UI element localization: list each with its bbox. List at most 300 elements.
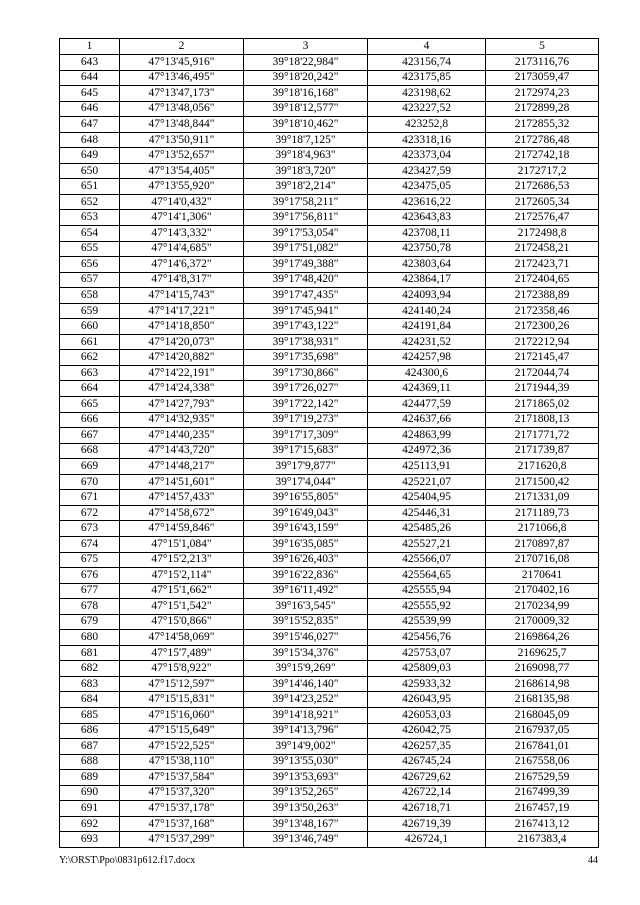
table-cell: 424191,84 [368,319,486,335]
table-cell: 47°15'1,084" [120,536,244,552]
table-cell: 683 [60,676,120,692]
table-cell: 47°14'48,217" [120,459,244,475]
table-cell: 681 [60,645,120,661]
table-cell: 651 [60,179,120,195]
table-row [60,397,599,413]
table-cell: 47°15'1,542" [120,599,244,615]
table-cell: 424477,59 [368,397,486,413]
table-cell: 47°15'37,320" [120,785,244,801]
table-cell: 666 [60,412,120,428]
table-cell: 47°14'15,743" [120,288,244,304]
table-row [60,163,599,179]
table-cell: 39°17'19,273" [244,412,368,428]
table-cell: 652 [60,194,120,210]
table-row [60,754,599,770]
table-cell: 39°16'35,085" [244,536,368,552]
table-cell: 2167841,01 [486,739,599,755]
table-row [60,583,599,599]
table-cell: 423318,16 [368,132,486,148]
table-row [60,816,599,832]
table-cell: 39°15'52,835" [244,614,368,630]
table-cell: 423427,59 [368,163,486,179]
table-cell: 425113,91 [368,459,486,475]
table-row [60,117,599,133]
table-cell: 644 [60,70,120,86]
table-cell: 47°15'2,114" [120,568,244,584]
table-cell: 39°17'51,082" [244,241,368,257]
table-cell: 423373,04 [368,148,486,164]
table-cell: 424300,6 [368,365,486,381]
table-cell: 39°18'2,214" [244,179,368,195]
table-cell: 47°13'45,916" [120,55,244,71]
table-row [60,474,599,490]
table-row [60,288,599,304]
table-cell: 47°15'8,922" [120,661,244,677]
table-cell: 426722,14 [368,785,486,801]
table-cell: 2173116,76 [486,55,599,71]
table-cell: 39°17'9,877" [244,459,368,475]
table-row [60,505,599,521]
table-cell: 39°18'10,462" [244,117,368,133]
table-cell: 47°14'8,317" [120,272,244,288]
table-cell: 423708,11 [368,226,486,242]
table-cell: 39°17'53,054" [244,226,368,242]
table-cell: 649 [60,148,120,164]
table-cell: 692 [60,816,120,832]
table-cell: 425933,32 [368,676,486,692]
table-cell: 659 [60,303,120,319]
table-row [60,350,599,366]
table-cell: 39°16'26,403" [244,552,368,568]
table-cell: 47°13'52,657" [120,148,244,164]
footer-file-path: Y:\ORST\Ppo\0831p612.f17.docx [59,855,196,866]
table-cell: 687 [60,739,120,755]
table-cell: 423198,62 [368,86,486,102]
table-cell: 662 [60,350,120,366]
table-cell: 426042,75 [368,723,486,739]
table-cell: 424369,11 [368,381,486,397]
table-cell: 425539,99 [368,614,486,630]
table-cell: 2170897,87 [486,536,599,552]
table-cell: 39°18'3,720" [244,163,368,179]
table-cell: 678 [60,599,120,615]
table-cell: 39°17'30,866" [244,365,368,381]
table-cell: 2167457,19 [486,801,599,817]
coordinates-table [59,38,599,848]
table-cell: 2172358,46 [486,303,599,319]
table-cell: 661 [60,334,120,350]
table-cell: 39°17'22,142" [244,397,368,413]
table-cell: 39°14'46,140" [244,676,368,692]
table-cell: 665 [60,397,120,413]
table-cell: 2170234,99 [486,599,599,615]
table-cell: 648 [60,132,120,148]
table-cell: 2170716,08 [486,552,599,568]
table-cell: 674 [60,536,120,552]
table-cell: 47°14'58,672" [120,505,244,521]
table-cell: 423803,64 [368,257,486,273]
table-cell: 2169864,26 [486,630,599,646]
table-row [60,832,599,848]
column-header-5: 5 [486,39,599,55]
table-cell: 47°13'55,920" [120,179,244,195]
table-cell: 39°17'26,027" [244,381,368,397]
table-cell: 425566,07 [368,552,486,568]
table-header-row [60,39,599,55]
table-cell: 2172855,32 [486,117,599,133]
table-row [60,552,599,568]
table-cell: 2171331,09 [486,490,599,506]
table-cell: 2169625,7 [486,645,599,661]
table-row [60,412,599,428]
table-cell: 650 [60,163,120,179]
table-cell: 2170009,32 [486,614,599,630]
table-cell: 425404,95 [368,490,486,506]
table-cell: 47°15'37,299" [120,832,244,848]
table-cell: 424231,52 [368,334,486,350]
table-body [60,55,599,848]
table-cell: 426724,1 [368,832,486,848]
table-row [60,707,599,723]
table-row [60,148,599,164]
table-cell: 2172742,18 [486,148,599,164]
table-cell: 426053,03 [368,707,486,723]
table-cell: 424257,98 [368,350,486,366]
table-cell: 47°13'48,056" [120,101,244,117]
table-row [60,86,599,102]
table-cell: 2170641 [486,568,599,584]
table-cell: 2172899,28 [486,101,599,117]
table-cell: 684 [60,692,120,708]
table-cell: 39°13'52,265" [244,785,368,801]
table-cell: 47°15'0,866" [120,614,244,630]
table-cell: 426719,39 [368,816,486,832]
table-cell: 47°15'15,649" [120,723,244,739]
table-row [60,630,599,646]
table-row [60,568,599,584]
table-cell: 2167383,4 [486,832,599,848]
table-cell: 2172717,2 [486,163,599,179]
table-cell: 39°18'12,577" [244,101,368,117]
table-row [60,303,599,319]
table-row [60,614,599,630]
table-cell: 39°17'4,044" [244,474,368,490]
table-cell: 2172498,8 [486,226,599,242]
table-cell: 47°13'46,495" [120,70,244,86]
table-cell: 425809,03 [368,661,486,677]
table-cell: 2171739,87 [486,443,599,459]
table-cell: 2171865,02 [486,397,599,413]
table-cell: 2168614,98 [486,676,599,692]
table-cell: 47°15'15,831" [120,692,244,708]
table-cell: 47°14'57,433" [120,490,244,506]
table-cell: 664 [60,381,120,397]
table-cell: 675 [60,552,120,568]
table-cell: 423750,78 [368,241,486,257]
table-cell: 677 [60,583,120,599]
table-cell: 39°13'55,030" [244,754,368,770]
table-row [60,770,599,786]
table-cell: 646 [60,101,120,117]
table-cell: 654 [60,226,120,242]
table-cell: 426043,95 [368,692,486,708]
table-row [60,179,599,195]
column-header-1: 1 [60,39,120,55]
table-row [60,676,599,692]
table-cell: 426718,71 [368,801,486,817]
table-cell: 47°14'1,306" [120,210,244,226]
table-cell: 2167499,39 [486,785,599,801]
table-row [60,194,599,210]
table-cell: 39°18'22,984" [244,55,368,71]
table-cell: 424637,66 [368,412,486,428]
table-row [60,428,599,444]
table-cell: 2171771,72 [486,428,599,444]
table-row [60,226,599,242]
table-cell: 39°16'11,492" [244,583,368,599]
table-row [60,70,599,86]
table-cell: 667 [60,428,120,444]
table-cell: 2172458,21 [486,241,599,257]
table-cell: 423616,22 [368,194,486,210]
table-cell: 39°18'4,963" [244,148,368,164]
table-cell: 676 [60,568,120,584]
table-cell: 2172576,47 [486,210,599,226]
table-cell: 39°17'35,698" [244,350,368,366]
table-cell: 425485,26 [368,521,486,537]
table-cell: 47°14'3,332" [120,226,244,242]
table-cell: 47°15'7,489" [120,645,244,661]
table-row [60,334,599,350]
table-cell: 671 [60,490,120,506]
footer-page-number: 44 [588,855,598,866]
table-cell: 689 [60,770,120,786]
table-cell: 47°14'20,073" [120,334,244,350]
table-cell: 47°13'50,911" [120,132,244,148]
table-cell: 423643,83 [368,210,486,226]
table-cell: 47°14'32,935" [120,412,244,428]
table-cell: 656 [60,257,120,273]
table-cell: 47°14'40,235" [120,428,244,444]
table-cell: 2172145,47 [486,350,599,366]
table-cell: 425527,21 [368,536,486,552]
table-row [60,55,599,71]
table-row [60,490,599,506]
table-cell: 47°13'54,405" [120,163,244,179]
table-row [60,459,599,475]
table-cell: 2172423,71 [486,257,599,273]
table-cell: 39°18'7,125" [244,132,368,148]
table-cell: 693 [60,832,120,848]
table-row [60,319,599,335]
table-cell: 39°15'34,376" [244,645,368,661]
table-cell: 39°18'16,168" [244,86,368,102]
table-cell: 2171500,42 [486,474,599,490]
table-cell: 425555,94 [368,583,486,599]
table-cell: 2172786,48 [486,132,599,148]
table-row [60,645,599,661]
table-row [60,521,599,537]
table-cell: 39°18'20,242" [244,70,368,86]
table-cell: 2167529,59 [486,770,599,786]
table-cell: 47°14'0,432" [120,194,244,210]
table-cell: 39°16'55,805" [244,490,368,506]
table-cell: 39°17'49,388" [244,257,368,273]
table-cell: 423227,52 [368,101,486,117]
table-cell: 2169098,77 [486,661,599,677]
column-header-3: 3 [244,39,368,55]
table-cell: 2172974,23 [486,86,599,102]
table-cell: 2167558,06 [486,754,599,770]
table-cell: 424093,94 [368,288,486,304]
table-cell: 423156,74 [368,55,486,71]
table-row [60,723,599,739]
table-cell: 2171808,13 [486,412,599,428]
table-cell: 691 [60,801,120,817]
table-cell: 39°14'13,796" [244,723,368,739]
table-row [60,365,599,381]
table-cell: 47°14'59,846" [120,521,244,537]
table-row [60,101,599,117]
table-cell: 39°17'15,683" [244,443,368,459]
table-cell: 647 [60,117,120,133]
table-cell: 423252,8 [368,117,486,133]
table-cell: 673 [60,521,120,537]
table-cell: 2167937,05 [486,723,599,739]
table-cell: 425564,65 [368,568,486,584]
table-cell: 47°15'38,110" [120,754,244,770]
column-header-4: 4 [368,39,486,55]
table-cell: 690 [60,785,120,801]
table-cell: 39°13'53,693" [244,770,368,786]
table-cell: 47°14'58,069" [120,630,244,646]
table-cell: 670 [60,474,120,490]
table-cell: 39°17'56,811" [244,210,368,226]
table-cell: 423475,05 [368,179,486,195]
table-cell: 39°14'9,002" [244,739,368,755]
table-cell: 424140,24 [368,303,486,319]
table-cell: 425456,76 [368,630,486,646]
table-cell: 425221,07 [368,474,486,490]
table-cell: 653 [60,210,120,226]
table-cell: 668 [60,443,120,459]
table-row [60,785,599,801]
table-cell: 425555,92 [368,599,486,615]
table-cell: 39°13'46,749" [244,832,368,848]
table-cell: 39°13'50,263" [244,801,368,817]
table-cell: 39°13'48,167" [244,816,368,832]
table-cell: 2172044,74 [486,365,599,381]
table-cell: 2172300,26 [486,319,599,335]
table-cell: 39°14'18,921" [244,707,368,723]
table-cell: 2167413,12 [486,816,599,832]
table-cell: 47°15'1,662" [120,583,244,599]
table-cell: 47°13'47,173" [120,86,244,102]
table-cell: 47°15'2,213" [120,552,244,568]
table-cell: 39°17'47,435" [244,288,368,304]
table-cell: 39°17'48,420" [244,272,368,288]
table-cell: 660 [60,319,120,335]
table-cell: 686 [60,723,120,739]
table-cell: 645 [60,86,120,102]
table-row [60,132,599,148]
table-cell: 426729,62 [368,770,486,786]
table-row [60,443,599,459]
table-cell: 39°17'38,931" [244,334,368,350]
table-row [60,692,599,708]
table-row [60,661,599,677]
table-row [60,241,599,257]
table-cell: 2172212,94 [486,334,599,350]
table-cell: 2170402,16 [486,583,599,599]
table-cell: 2171620,8 [486,459,599,475]
table-cell: 39°16'43,159" [244,521,368,537]
table-cell: 426257,35 [368,739,486,755]
table-cell: 39°16'3,545" [244,599,368,615]
table-cell: 423175,85 [368,70,486,86]
table-cell: 672 [60,505,120,521]
table-cell: 39°16'22,836" [244,568,368,584]
table-cell: 47°14'4,685" [120,241,244,257]
table-cell: 2168045,09 [486,707,599,723]
table-cell: 655 [60,241,120,257]
table-cell: 47°14'51,601" [120,474,244,490]
table-cell: 39°17'45,941" [244,303,368,319]
table-cell: 425446,31 [368,505,486,521]
table-cell: 47°14'20,882" [120,350,244,366]
table-cell: 2172686,53 [486,179,599,195]
table-cell: 2171944,39 [486,381,599,397]
table-cell: 2173059,47 [486,70,599,86]
table-cell: 47°14'27,793" [120,397,244,413]
table-cell: 643 [60,55,120,71]
table-cell: 424863,99 [368,428,486,444]
table-cell: 47°14'6,372" [120,257,244,273]
table-cell: 688 [60,754,120,770]
table-cell: 47°14'24,338" [120,381,244,397]
table-cell: 424972,36 [368,443,486,459]
table-cell: 39°16'49,043" [244,505,368,521]
table-cell: 47°14'43,720" [120,443,244,459]
table-row [60,801,599,817]
table-cell: 657 [60,272,120,288]
table-cell: 423864,17 [368,272,486,288]
table-cell: 2171066,8 [486,521,599,537]
table-cell: 663 [60,365,120,381]
table-cell: 47°15'16,060" [120,707,244,723]
table-row [60,536,599,552]
table-cell: 47°15'37,168" [120,816,244,832]
table-cell: 682 [60,661,120,677]
table-cell: 685 [60,707,120,723]
table-cell: 39°14'23,252" [244,692,368,708]
table-cell: 47°15'37,178" [120,801,244,817]
table-row [60,257,599,273]
table-cell: 2172404,65 [486,272,599,288]
table-row [60,210,599,226]
table-cell: 39°15'46,027" [244,630,368,646]
table-row [60,381,599,397]
table-cell: 679 [60,614,120,630]
table-cell: 39°17'17,309" [244,428,368,444]
table-row [60,599,599,615]
column-header-2: 2 [120,39,244,55]
table-cell: 47°14'22,191" [120,365,244,381]
table-cell: 47°15'12,597" [120,676,244,692]
table-cell: 39°15'9,269" [244,661,368,677]
table-cell: 47°15'37,584" [120,770,244,786]
table-cell: 2172388,89 [486,288,599,304]
